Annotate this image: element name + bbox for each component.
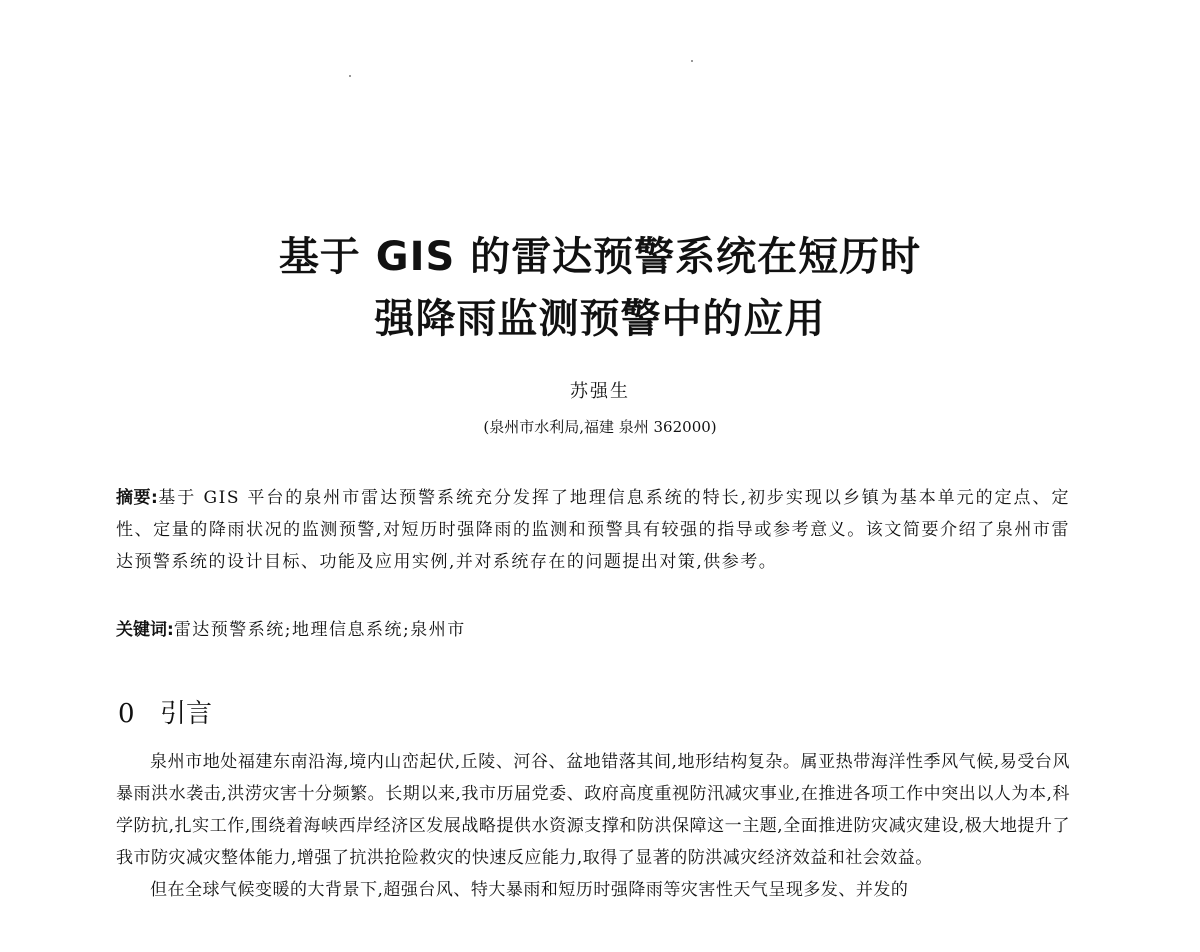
author-name: 苏强生 [570,381,630,402]
author-affiliation: (泉州市水利局,福建 泉州 362000) [483,418,717,436]
abstract [116,482,1070,578]
keywords-label: 关键词: [116,620,174,640]
keywords [116,614,1070,646]
body-paragraph-2: 但在全球气候变暖的大背景下,超强台风、特大暴雨和短历时强降雨等灾害性天气呈现多发、并发的 [150,880,909,900]
scan-speck [691,60,693,62]
section-number: 0 [118,699,135,729]
title-line-1: 基于 GIS 的雷达预警系统在短历时 [278,234,922,280]
title-line-2: 强降雨监测预警中的应用 [374,296,826,342]
section-heading [118,694,212,734]
section-title: 引言 [160,699,213,729]
body-text [116,746,1070,906]
scan-speck [349,75,351,77]
abstract-text: 基于 GIS 平台的泉州市雷达预警系统充分发挥了地理信息系统的特长,初步实现以乡镇为基本单元的定点、定性、定量的降雨状况的监测预警,对短历时强降雨的监测和预警具有较强的指导或参考意义。该文简要介绍了泉州市雷达预警系统的设计目标、功能及应用实例,并对系统存在的问题提出对策,供参考。 [116,488,1070,572]
keywords-text: 雷达预警系统;地理信息系统;泉州市 [173,620,466,640]
paper-title [0,226,1200,350]
body-paragraph-1: 泉州市地处福建东南沿海,境内山峦起伏,丘陵、河谷、盆地错落其间,地形结构复杂。属亚热带海洋性季风气候,易受台风暴雨洪水袭击,洪涝灾害十分频繁。长期以来,我市历届党委、政府高度重视防汛减灾事业,在推进各项工作中突出以人为本,科学防抗,扎实工作,围绕着海峡西岸经济区发展战略提供水资源支撑和防洪保障这一主题,全面推进防灾减灾建设,极大地提升了我市防灾减灾整体能力,增强了抗洪抢险救灾的快速反应能力,取得了显著的防洪减灾经济效益和社会效益。 [116,752,1070,868]
abstract-label: 摘要: [116,488,158,508]
